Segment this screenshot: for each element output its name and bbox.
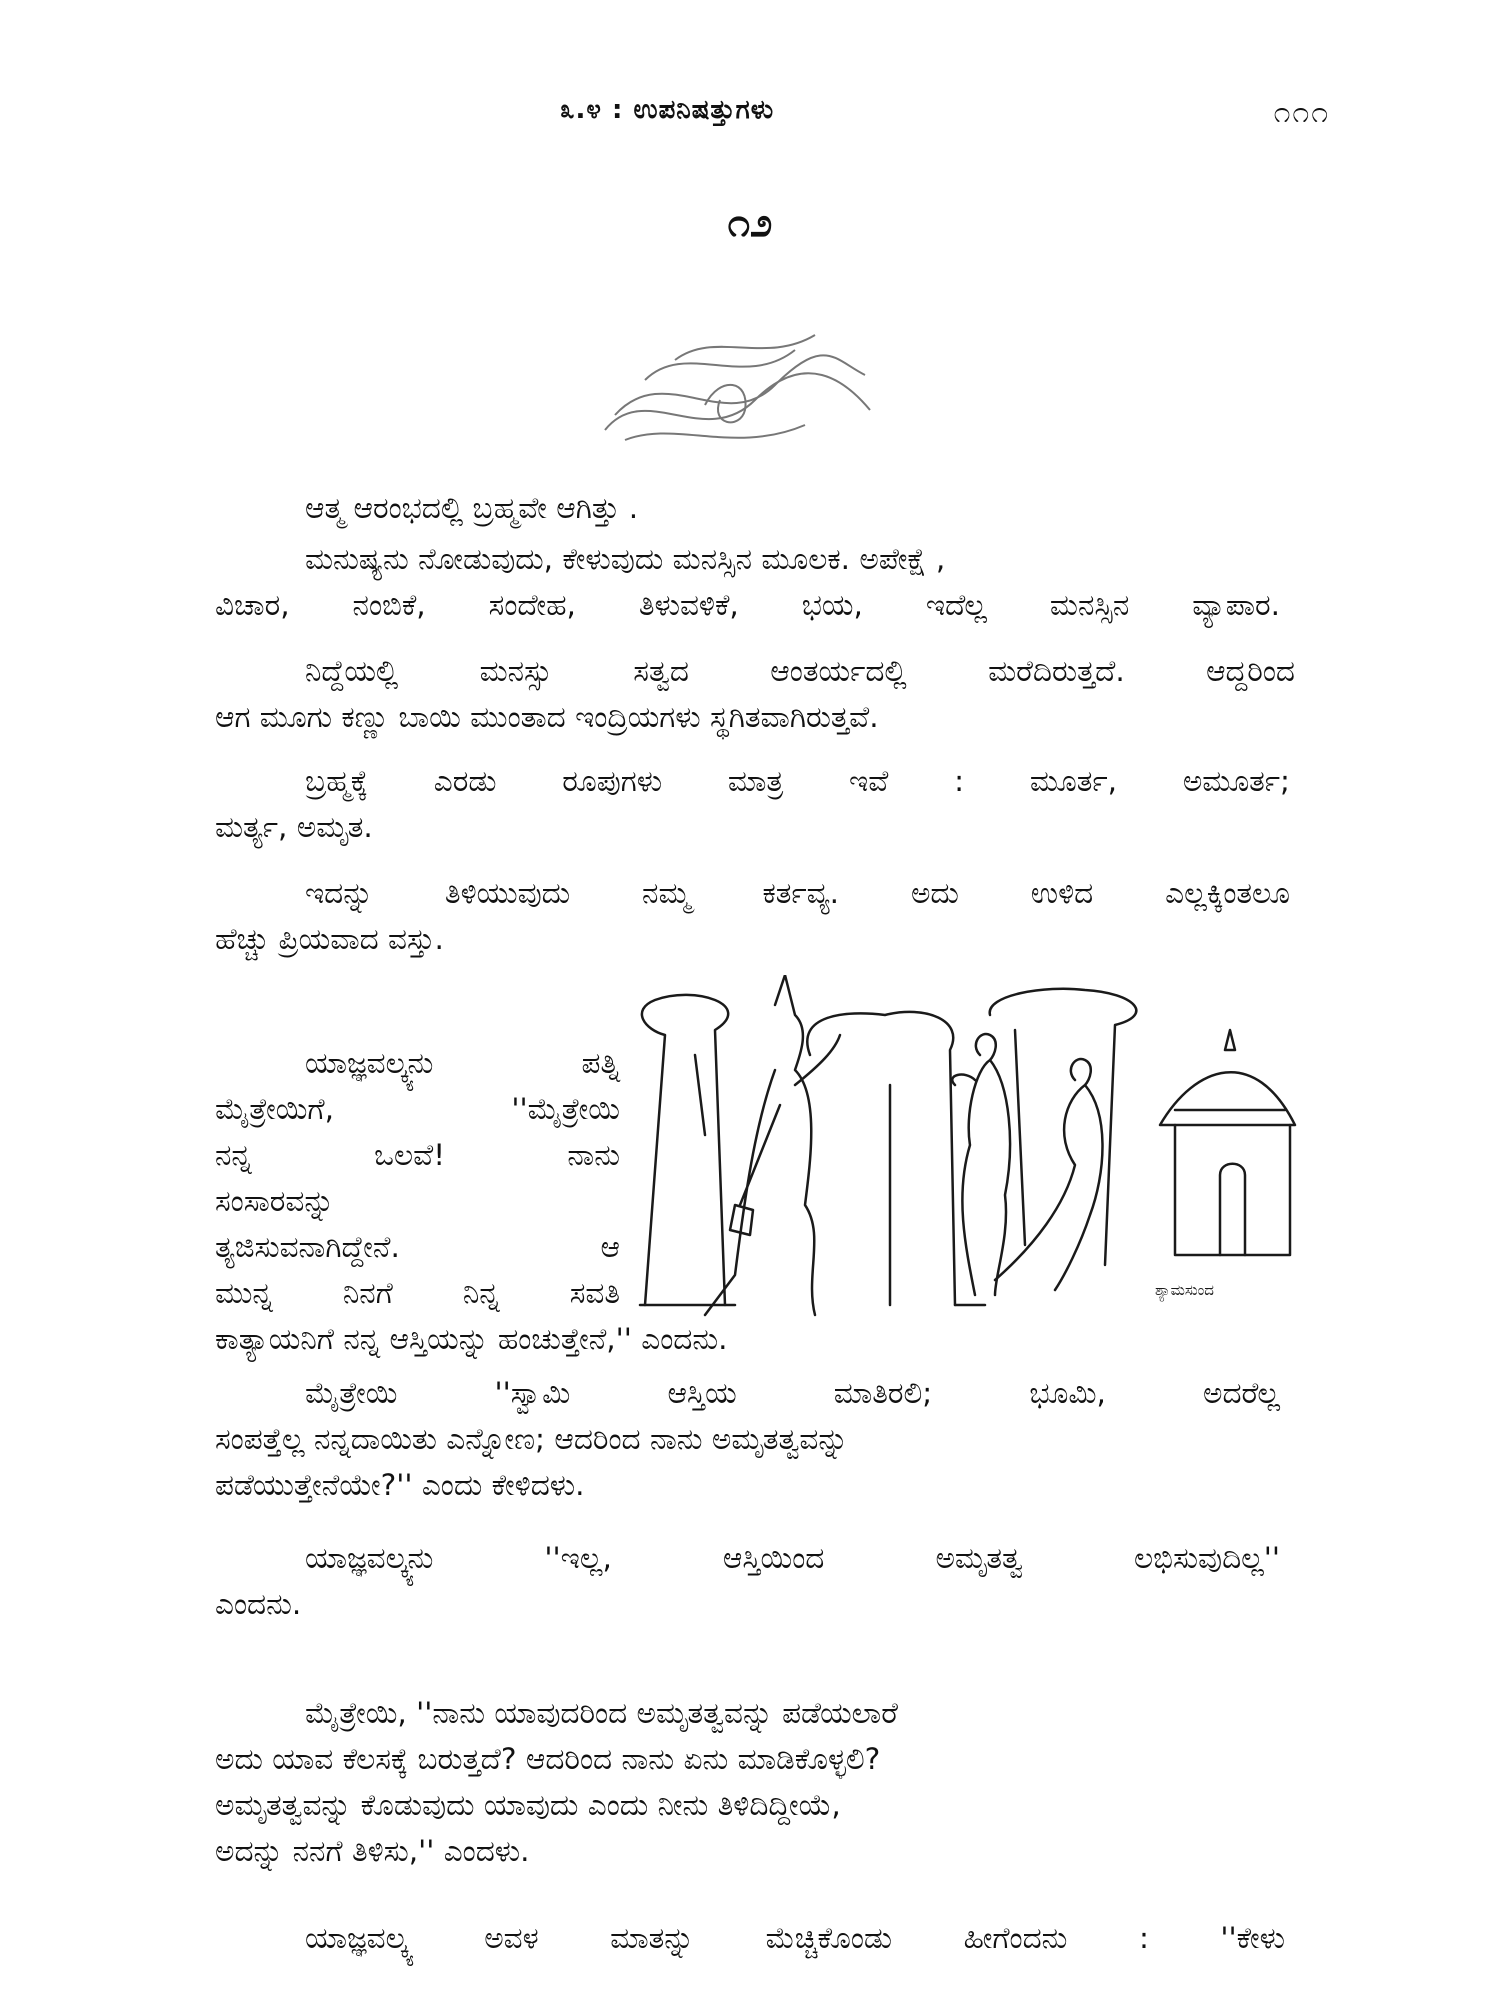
- paragraph-6: [215, 1040, 728, 1362]
- text-line: ಪಡೆಯುತ್ತೇನೆಯೇ?'' ಎಂದು ಕೇಳಿದಳು.: [215, 1468, 585, 1502]
- chapter-number: ೧೨: [727, 200, 773, 246]
- paragraph-3: [215, 648, 1295, 740]
- text-line: ಎಂದನು.: [215, 1587, 302, 1621]
- text-line: ಮುನ್ನ ನಿನಗೆ ನಿನ್ನ ಸವತಿ: [215, 1276, 620, 1310]
- text-line: ಅದನ್ನು ನನಗೆ ತಿಳಿಸು,'' ಎಂದಳು.: [215, 1834, 530, 1868]
- paragraph-5: [215, 870, 1290, 962]
- ornament-icon: [585, 320, 885, 460]
- paragraph-4: [215, 758, 1290, 850]
- text-line: ಮರ್ತ್ಯ, ಅಮೃತ.: [215, 810, 373, 844]
- text-line: ಮೈತ್ರೇಯಿಗೆ, ''ಮೈತ್ರೇಯಿ: [215, 1092, 620, 1126]
- woman-figure-1: [952, 1034, 1010, 1295]
- running-header: [0, 95, 1500, 135]
- woman-figure-2: [995, 1059, 1103, 1290]
- text-line: ಸಂಸಾರವನ್ನು: [215, 1184, 335, 1218]
- text-line: ಇದನ್ನು ತಿಳಿಯುವುದು ನಮ್ಮ ಕರ್ತವ್ಯ. ಅದು ಉಳಿದ ಎಲ್ಲಕ್ಕಿಂತಲೂ: [305, 876, 1290, 910]
- tree-left: [642, 995, 728, 1305]
- paragraph-10: [215, 1915, 1285, 1961]
- text-line: ಅಮೃತತ್ವವನ್ನು ಕೊಡುವುದು ಯಾವುದು ಎಂದು ನೀನು ತಿಳಿದಿದ್ದೀಯೆ,: [215, 1788, 841, 1822]
- text-line: ವಿಚಾರ, ನಂಬಿಕೆ, ಸಂದೇಹ, ತಿಳುವಳಿಕೆ, ಭಯ, ಇದೆಲ್ಲ ಮನಸ್ಸಿನ ವ್ಯಾಪಾರ.: [215, 588, 1280, 622]
- sage-figure: [705, 975, 840, 1315]
- paragraph-7: [215, 1370, 1280, 1508]
- paragraph-8: [215, 1535, 1280, 1627]
- paragraph-1: [215, 485, 638, 531]
- paragraph-2: [215, 536, 1280, 628]
- text-line: ಬ್ರಹ್ಮಕ್ಕೆ ಎರಡು ರೂಪುಗಳು ಮಾತ್ರ ಇವೆ : ಮೂರ್ತ, ಅಮೂರ್ತ;: [305, 764, 1290, 798]
- text-line: ಮೈತ್ರೇಯಿ ''ಸ್ವಾಮಿ ಆಸ್ತಿಯ ಮಾತಿರಲಿ; ಭೂಮಿ, ಅದರೆಲ್ಲ: [305, 1376, 1280, 1410]
- text-line: ಯಾಜ್ಞವಲ್ಕ್ಯ ಅವಳ ಮಾತನ್ನು ಮೆಚ್ಚಿಕೊಂಡು ಹೀಗೆಂದನು : ''ಕೇಳು: [305, 1921, 1285, 1955]
- text-line: ಆಗ ಮೂಗು ಕಣ್ಣು ಬಾಯಿ ಮುಂತಾದ ಇಂದ್ರಿಯಗಳು ಸ್ಥಗಿತವಾಗಿರುತ್ತವೆ.: [215, 700, 879, 734]
- text-line: ಸಂಪತ್ತೆಲ್ಲ ನನ್ನದಾಯಿತು ಎನ್ನೋಣ; ಆದರಿಂದ ನಾನು ಅಮೃತತ್ವವನ್ನು: [215, 1422, 849, 1456]
- story-illustration: [635, 975, 1330, 1330]
- hut-walls: [1175, 1125, 1290, 1255]
- hut-door: [1220, 1164, 1245, 1255]
- artist-signature: ಶ್ಯಾಮಸುಂದ: [1155, 1281, 1214, 1299]
- text-line: ಆತ್ಮ ಆರಂಭದಲ್ಲಿ ಬ್ರಹ್ಮವೇ ಆಗಿತ್ತು .: [305, 491, 639, 525]
- paragraph-9: [215, 1690, 1295, 1874]
- text-line: ಮನುಷ್ಯನು ನೋಡುವುದು, ಕೇಳುವುದು ಮನಸ್ಸಿನ ಮೂಲಕ. ಅಪೇಕ್ಷೆ ,: [305, 542, 946, 576]
- text-line: ನಿದ್ದೆಯಲ್ಲಿ ಮನಸ್ಸು ಸತ್ವದ ಆಂತರ್ಯದಲ್ಲಿ ಮರೆದಿರುತ್ತದೆ. ಆದ್ದರಿಂದ: [305, 654, 1295, 688]
- text-line: ಯಾಜ್ಞವಲ್ಕ್ಯನು ಪತ್ನಿ: [305, 1046, 620, 1080]
- text-line: ಯಾಜ್ಞವಲ್ಕ್ಯನು ''ಇಲ್ಲ, ಆಸ್ತಿಯಿಂದ ಅಮೃತತ್ವ ಲಭಿಸುವುದಿಲ್ಲ'': [305, 1541, 1280, 1575]
- header-title: ೩.೪ : ಉಪನಿಷತ್ತುಗಳು: [560, 95, 775, 125]
- text-line: ನನ್ನ ಒಲವೆ! ನಾನು: [215, 1138, 620, 1172]
- text-line: ತ್ಯಜಿಸುವನಾಗಿದ್ದೇನೆ. ಆ: [215, 1230, 620, 1264]
- text-line: ಮೈತ್ರೇಯಿ, ''ನಾನು ಯಾವುದರಿಂದ ಅಮೃತತ್ವವನ್ನು ಪಡೆಯಲಾರೆ: [305, 1696, 898, 1730]
- hut-roof: [1160, 1072, 1295, 1125]
- text-line: ಅದು ಯಾವ ಕೆಲಸಕ್ಕೆ ಬರುತ್ತದೆ? ಆದರಿಂದ ನಾನು ಏನು ಮಾಡಿಕೊಳ್ಳಲಿ?: [215, 1742, 881, 1776]
- tree-middle: [807, 1012, 955, 1305]
- page-number: ೧೧೧: [1273, 95, 1330, 130]
- text-line: ಹೆಚ್ಚು ಪ್ರಿಯವಾದ ವಸ್ತು.: [215, 922, 444, 956]
- text-line: ಕಾತ್ಯಾಯನಿಗೆ ನನ್ನ ಆಸ್ತಿಯನ್ನು ಹಂಚುತ್ತೇನೆ,'' ಎಂದನು.: [215, 1322, 728, 1356]
